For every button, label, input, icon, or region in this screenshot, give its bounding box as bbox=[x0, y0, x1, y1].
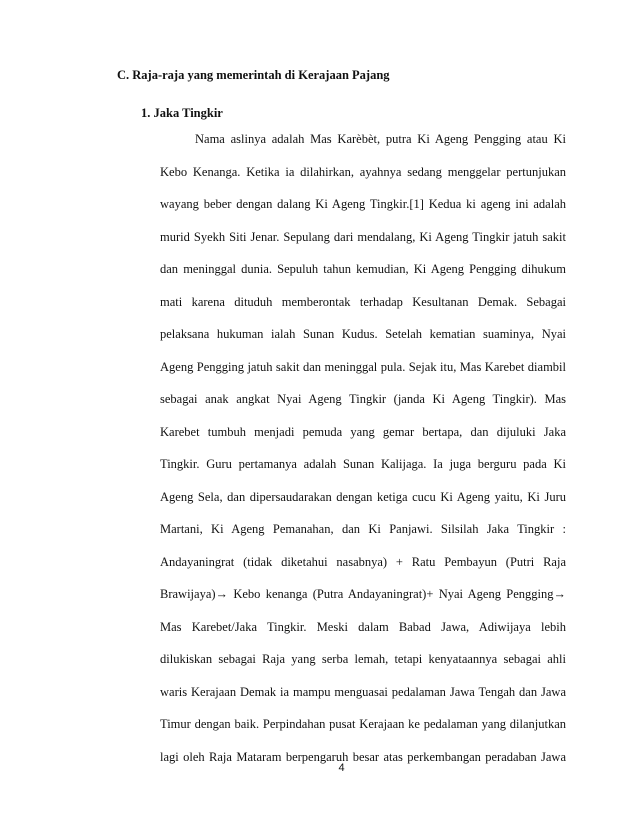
body-paragraph bbox=[160, 131, 566, 781]
sub-heading: 1. Jaka Tingkir bbox=[141, 106, 223, 120]
text-line: Ageng Sela, dan dipersaudarakan dengan ketiga cucu Ki Ageng yaitu, Ki Juru bbox=[160, 489, 566, 504]
text-line: Martani, Ki Ageng Pemanahan, dan Ki Panjawi. Silsilah Jaka Tingkir : bbox=[160, 522, 566, 536]
text-line: dan meninggal dunia. Sepuluh tahun kemudian, Ki Ageng Pengging dihukum bbox=[160, 262, 566, 276]
text-line: Brawijaya)→ Kebo kenanga (Putra Andayaningrat)+ Nyai Ageng Pengging→ bbox=[160, 587, 566, 601]
text-line: Timur dengan baik. Perpindahan pusat Kerajaan ke pedalaman yang dilanjutkan bbox=[160, 717, 566, 731]
text-line: waris Kerajaan Demak ia mampu menguasai pedalaman Jawa Tengah dan Jawa bbox=[160, 684, 566, 699]
text-line: Nama aslinya adalah Mas Karèbèt, putra Ki Ageng Pengging atau Ki bbox=[195, 132, 566, 146]
text-line: sebagai anak angkat Nyai Ageng Tingkir (janda Ki Ageng Tingkir). Mas bbox=[160, 392, 566, 406]
text-line: mati karena dituduh memberontak terhadap Kesultanan Demak. Sebagai bbox=[160, 294, 566, 309]
text-line: Mas Karebet/Jaka Tingkir. Meski dalam Babad Jawa, Adiwijaya lebih bbox=[160, 619, 566, 634]
text-line: Ageng Pengging jatuh sakit dan meninggal pula. Sejak itu, Mas Karebet diambil bbox=[160, 359, 566, 374]
page-number: 4 bbox=[338, 762, 345, 774]
text-line: Andayaningrat (tidak diketahui nasabnya) + Ratu Pembayun (Putri Raja bbox=[160, 554, 566, 569]
text-line: lagi oleh Raja Mataram berpengaruh besar atas perkembangan peradaban Jawa bbox=[160, 749, 566, 764]
section-heading: C. Raja-raja yang memerintah di Kerajaan Pajang bbox=[117, 68, 390, 82]
text-line: wayang beber dengan dalang Ki Ageng Tingkir.[1] Kedua ki ageng ini adalah bbox=[160, 197, 566, 211]
text-line: Tingkir. Guru pertamanya adalah Sunan Kalijaga. Ia juga berguru pada Ki bbox=[160, 457, 566, 471]
text-line: murid Syekh Siti Jenar. Sepulang dari mendalang, Ki Ageng Tingkir jatuh sakit bbox=[160, 229, 566, 244]
text-line: Karebet tumbuh menjadi pemuda yang gemar bertapa, dan dijuluki Jaka bbox=[160, 424, 566, 439]
text-line: pelaksana hukuman ialah Sunan Kudus. Setelah kematian suaminya, Nyai bbox=[160, 327, 566, 341]
text-line: Kebo Kenanga. Ketika ia dilahirkan, ayahnya sedang menggelar pertunjukan bbox=[160, 164, 566, 179]
text-line: dilukiskan sebagai Raja yang serba lemah, tetapi kenyataannya sebagai ahli bbox=[160, 652, 566, 666]
